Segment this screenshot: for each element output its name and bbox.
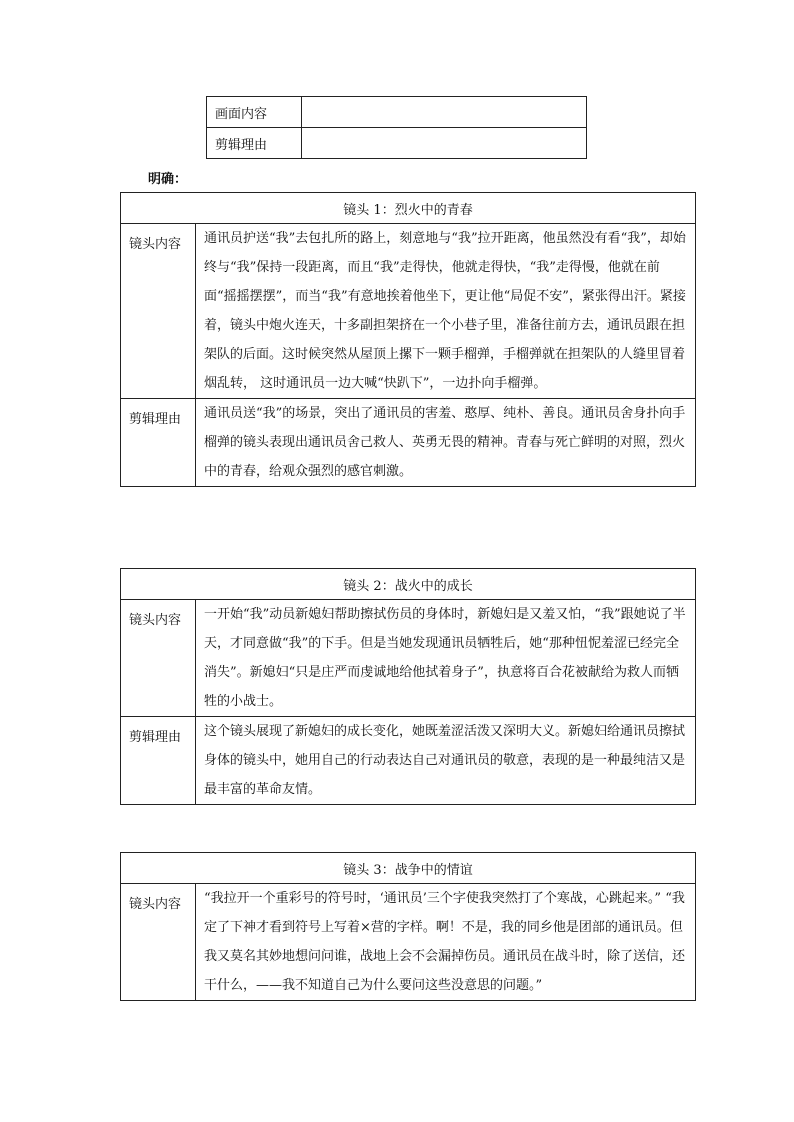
shot-2-table xyxy=(120,568,696,805)
row-label: 剪辑理由 xyxy=(207,128,302,159)
table-row xyxy=(207,128,587,159)
table-row xyxy=(207,97,587,128)
clarify-heading: 明确： xyxy=(148,172,188,187)
table-row xyxy=(121,224,696,399)
shot-3-table xyxy=(120,852,696,1001)
table-row xyxy=(121,399,696,487)
content-label: 镜头内容 xyxy=(121,224,196,399)
content-label: 镜头内容 xyxy=(121,600,196,717)
table-row xyxy=(121,193,696,224)
reason-text: 这个镜头展现了新媳妇的成长变化，她既羞涩活泼又深明大义。新媳妇给通讯员擦拭身体的镜头中，她用自己的行动表达自己对通讯员的敬意，表现的是一种最纯洁又是最丰富的革命友情。 xyxy=(196,717,696,805)
table-row xyxy=(121,569,696,600)
shot-title: 镜头 2：战火中的成长 xyxy=(121,569,696,600)
content-text: 通讯员护送“我”去包扎所的路上，刻意地与“我”拉开距离，他虽然没有看“我”，却始终与“我”保持一段距离，而且“我”走得快，他就走得快，“我”走得慢，他就在前面“摇摇摆摆”，而当“我”有意地挨着他坐下，更让他“局促不安”，紧张得出汗。紧接着，镜头中炮火连天，十多副担架挤在一个小巷子里，准备往前方去，通讯员跟在担架队的后面。这时候突然从屋顶上摞下一颗手榴弹，手榴弹就在担架队的人缝里冒着烟乱转， 这时通讯员一边大喊“快趴下”，一边扑向手榴弹。 xyxy=(196,224,696,399)
row-value xyxy=(302,128,587,159)
content-text: 一开始“我”动员新媳妇帮助擦拭伤员的身体时，新媳妇是又羞又怕，“我”跟她说了半天，才同意做“我”的下手。但是当她发现通讯员牺牲后，她“那种忸怩羞涩已经完全消失”。新媳妇“只是庄严而虔诚地给他拭着身子”，执意将百合花被献给为救人而牺牲的小战士。 xyxy=(196,600,696,717)
shot-title: 镜头 3：战争中的情谊 xyxy=(121,853,696,884)
reason-label: 剪辑理由 xyxy=(121,399,196,487)
shot-title: 镜头 1：烈火中的青春 xyxy=(121,193,696,224)
content-text: “我拉开一个重彩号的符号时，‘通讯员’三个字使我突然打了个寒战，心跳起来。” “我定了下神才看到符号上写着×营的字样。啊！不是，我的同乡他是团部的通讯员。但我又莫名其妙地想问问谁，战地上会不会漏掉伤员。通讯员在战斗时，除了送信，还干什么，——我不知道自己为什么要问这些没意思的问题。” xyxy=(196,884,696,1001)
content-label: 镜头内容 xyxy=(121,884,196,1001)
shot-1-table xyxy=(120,192,696,487)
reason-label: 剪辑理由 xyxy=(121,717,196,805)
reason-text: 通讯员送“我”的场景，突出了通讯员的害羞、憨厚、纯朴、善良。通讯员舍身扑向手榴弹的镜头表现出通讯员舍己救人、英勇无畏的精神。青春与死亡鲜明的对照，烈火中的青春，给观众强烈的感官刺激。 xyxy=(196,399,696,487)
table-row xyxy=(121,717,696,805)
row-label: 画面内容 xyxy=(207,97,302,128)
table-row xyxy=(121,853,696,884)
table-row xyxy=(121,600,696,717)
shot-template-table xyxy=(206,96,587,159)
row-value xyxy=(302,97,587,128)
table-row xyxy=(121,884,696,1001)
